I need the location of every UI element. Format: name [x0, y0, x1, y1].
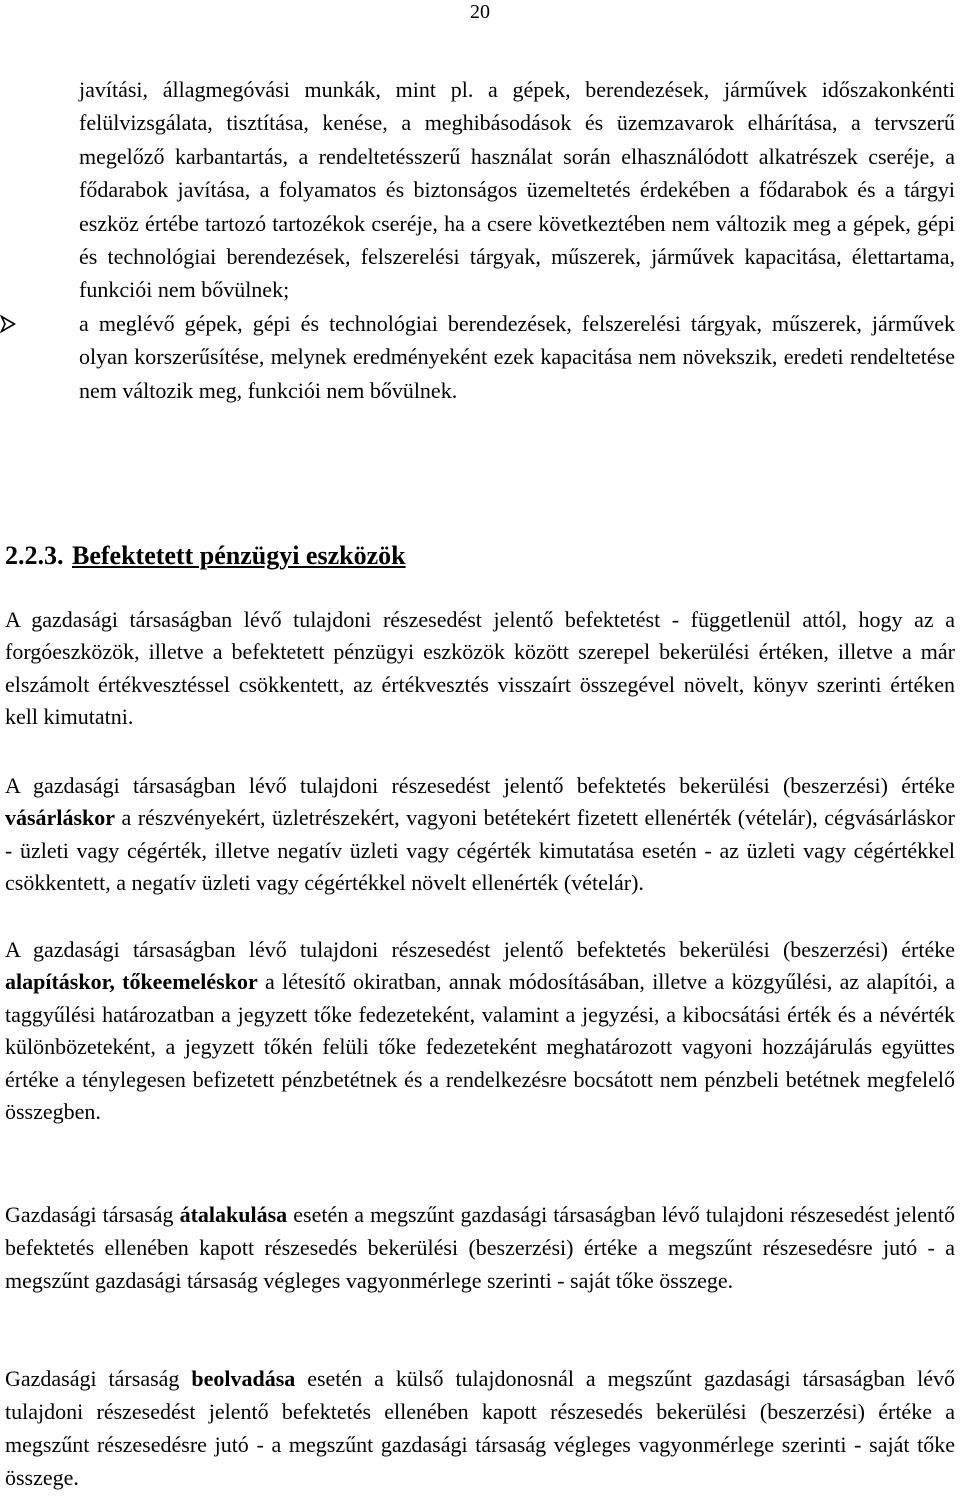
bullet-item-text: a meglévő gépek, gépi és technológiai berendezések, felszerelési tárgyak, műszerek, járművek olyan korszerűsítése, melynek eredményeként ezek kapacitása nem növekszik, eredeti rendeltetése nem változik meg, funkciói nem bővülnek.: [79, 310, 955, 403]
paragraph-4-text-start: Gazdasági társaság: [5, 1202, 180, 1227]
paragraph-2-text-end: a részvényekért, üzletrészekért, vagyoni betétekért fizetett ellenérték (vételár), cégvásárláskor - üzleti vagy cégérték, illetve negatív üzleti vagy cégérték kimutatása esetén - az üzleti vagy cégértékkel csökkentett, a negatív üzleti vagy cégértékkel növelt ellenérték (vételár).: [5, 805, 955, 896]
list-continuation-text: javítási, állagmegóvási munkák, mint pl. a gépek, berendezések, járművek időszakonkénti felülvizsgálata, tisztítása, kenése, a meghibásodások és üzemzavarok elhárítása, a tervszerű megelőző karbantartás, a rendeltetésszerű használat során elhasználódott alkatrészek cseréje, a fődarabok javítása, a folyamatos és biztonságos üzemeltetés érdekében a fődarabok és a tárgyi eszköz értébe tartozó tartozékok cseréje, ha a csere következtében nem változik meg a gépek, gépi és technológiai berendezések, felszerelési tárgyak, műszerek, járművek kapacitása, élettartama, funkciói nem bővülnek;: [79, 77, 955, 303]
page-number: 20: [470, 1, 490, 23]
arrowhead-bullet-icon: [0, 307, 30, 333]
paragraph-3-text-start: A gazdasági társaságban lévő tulajdoni részesedést jelentő befektetés bekerülési (beszerzési) értéke: [5, 937, 955, 962]
paragraph-3-bold-term: alapításkor, tőkeemeléskor: [5, 969, 258, 995]
paragraph-5: [5, 1362, 955, 1494]
section-number: 2.2.3.: [5, 541, 64, 570]
paragraph-5-text-start: Gazdasági társaság: [5, 1366, 192, 1391]
paragraph-2: [5, 770, 955, 900]
paragraph-1: A gazdasági társaságban lévő tulajdoni részesedést jelentő befektetést - függetlenül attól, hogy az a forgóeszközök, illetve a befektetett pénzügyi eszközök között szerepel bekerülési értéken, illetve a már elszámolt értékvesztéssel csökkentett, az értékvesztés visszaírt összegével növelt, könyv szerinti értéken kell kimutatni.: [5, 607, 955, 730]
paragraph-5-bold-term: beolvadása: [191, 1366, 296, 1391]
paragraph-4-bold-term: átalakulása: [179, 1202, 288, 1227]
paragraph-4: [5, 1198, 955, 1297]
paragraph-3-text-end: a létesítő okiratban, annak módosításában, illetve a közgyűlési, az alapítói, a taggyűlési határozatban a jegyzett tőke fedezeteként, valamint a jegyzési, a kibocsátási érték és a névérték különbözeteként, a jegyzett tőkén felüli tőke fedezeteként meghatározott vagyoni hozzájárulás együttes értéke a ténylegesen befizetett pénzbetétnek és a rendelkezésre bocsátott nem pénzbeli betétnek megfelelő összegben.: [5, 969, 956, 1125]
list-block: [79, 73, 955, 407]
paragraph-2-bold-term: vásárláskor: [5, 805, 115, 831]
section-heading: [5, 536, 406, 576]
paragraph-4-text-end: esetén a megszűnt gazdasági társaságban lévő tulajdoni részesedést jelentő befektetés ellenében kapott részesedés bekerülési (beszerzési) értéke a megszűnt részesedésre jutó - a megszűnt gazdasági társaság végleges vagyonmérlege szerinti - saját tőke összege.: [5, 1202, 955, 1293]
paragraph-3: [5, 934, 955, 1128]
paragraph-5-text-end: esetén a külső tulajdonosnál a megszűnt gazdasági társaságban lévő tulajdoni részesedést jelentő befektetés ellenében kapott részesedés bekerülési (beszerzési) értéke a megszűnt részesedésre jutó - a megszűnt gazdasági társaság végleges vagyonmérlege szerinti - saját tőke összege.: [5, 1366, 955, 1490]
paragraph-2-text-start: A gazdasági társaságban lévő tulajdoni részesedést jelentő befektetés bekerülési (beszerzési) értéke: [5, 773, 955, 798]
section-title: Befektetett pénzügyi eszközök: [72, 541, 406, 570]
bullet-list-item: [79, 307, 955, 407]
